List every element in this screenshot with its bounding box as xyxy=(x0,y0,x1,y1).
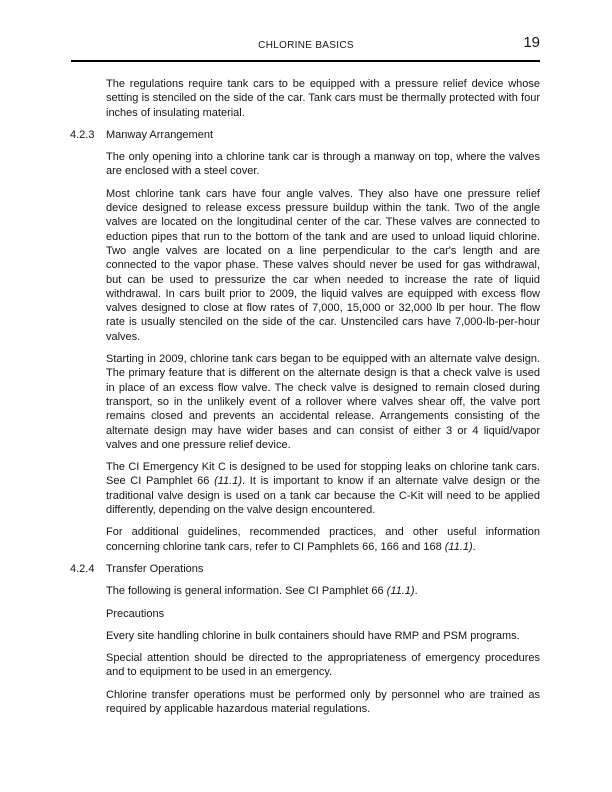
pamphlet-reference: (11.1) xyxy=(444,540,473,553)
paragraph-rmp-psm: Every site handling chlorine in bulk containers should have RMP and PSM programs. xyxy=(106,629,520,642)
paragraph-following xyxy=(106,584,540,598)
paragraph-regulations: The regulations require tank cars to be equipped with a pressure relief device whose setting is stenciled on the side of the car. Tank cars must be thermally protected with four inches of insulating material. xyxy=(106,78,540,119)
page-number: 19 xyxy=(523,34,540,51)
section-title: Transfer Operations xyxy=(106,562,204,575)
section-heading-4-2-4 xyxy=(70,562,540,576)
paragraph-alternate-design: Starting in 2009, chlorine tank cars began to be equipped with an alternate valve design. The primary feature that is different on the alternate design is that a check valve is used in place of an excess flow valve. The check valve is designed to remain closed during transport, so in the unlikely event of a rollover where valves shear off, the valve port remains closed and prevents an accidental release. Arrangements consisting of the alternate design may have wider bases and can consist of either 3 or 4 liquid/vapor valves and one pressure relief device. xyxy=(106,353,540,451)
paragraph-special-attention: Special attention should be directed to the appropriateness of emergency procedures and to equipment to be used in an emergency. xyxy=(106,652,540,679)
header-rule xyxy=(71,60,540,62)
paragraph-text: The CI Emergency Kit C is designed to be used for stopping leaks on chlorine tank cars. See CI Pamphlet 66 xyxy=(106,461,540,488)
paragraph-angle-valves: Most chlorine tank cars have four angle valves. They also have one pressure relief device designed to release excess pressure buildup within the tank. Two of the angle valves are located on the longitudinal center of the car. These valves are connected to eduction pipes that run to the bottom of the tank and are used to unload liquid chlorine. Two angle valves are located on a line perpendicular to the car's length and are connected to the vapor phase. These valves should never be used for gas withdrawal, but can be used to pressurize the car when needed to increase the rate of liquid withdrawal. In cars built prior to 2009, the liquid valves are equipped with excess flow valves designed to close at flow rates of 7,000, 15,000 or 32,000 lb per hour. The flow rate is usually stenciled on the side of the car. Unstenciled cars have 7,000-lb-per-hour valves. xyxy=(106,187,540,343)
paragraph-text: For additional guidelines, recommended practices, and other useful information concerning chlorine tank cars, refer to CI Pamphlets 66, 166 and 168 xyxy=(106,526,540,553)
paragraph-ckit xyxy=(106,460,540,517)
pamphlet-reference: (11.1) xyxy=(214,475,243,488)
paragraph-text: . It is important to know if an alternate valve design or the traditional valve design is used on a tank car because the C-Kit will need to be applied differently, depending on the valve design encountered. xyxy=(106,475,540,517)
paragraph-text: . xyxy=(414,585,418,598)
paragraph-manway-opening: The only opening into a chlorine tank car is through a manway on top, where the valves are enclosed with a steel cover. xyxy=(106,151,540,178)
paragraph-transfer-training: Chlorine transfer operations must be performed only by personnel who are trained as required by applicable hazardous material regulations. xyxy=(106,688,540,715)
section-number: 4.2.4 xyxy=(70,562,95,575)
section-heading-4-2-3 xyxy=(70,128,540,142)
paragraph-additional-guidelines xyxy=(106,525,540,554)
section-title: Manway Arrangement xyxy=(106,128,213,141)
paragraph-text: . xyxy=(472,540,476,553)
page-header-title: CHLORINE BASICS xyxy=(258,40,354,51)
paragraph-text: The following is general information. See CI Pamphlet 66 xyxy=(106,585,387,598)
section-number: 4.2.3 xyxy=(70,128,95,141)
page-body xyxy=(70,77,540,716)
subheading-precautions: Precautions xyxy=(106,607,165,620)
pamphlet-reference: (11.1) xyxy=(386,585,415,598)
